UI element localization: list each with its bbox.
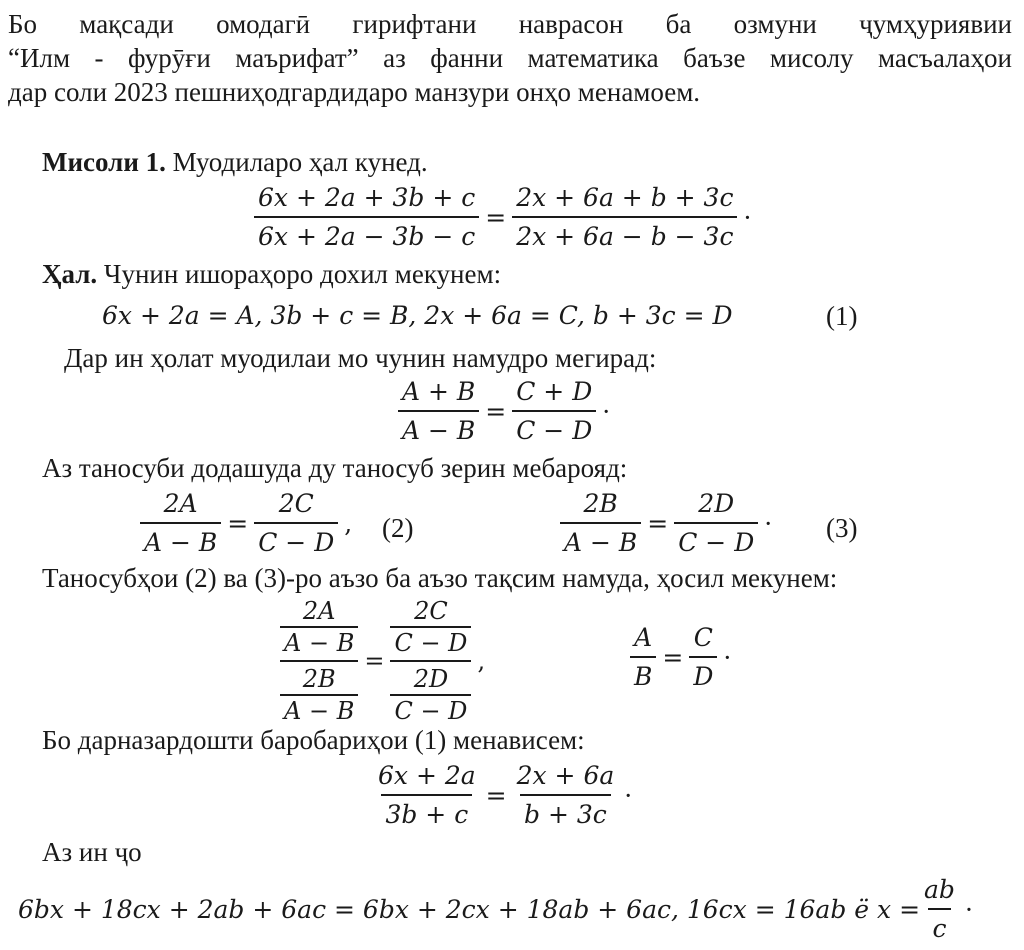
num-ab: A + B bbox=[402, 377, 476, 406]
num-ab: ab bbox=[924, 875, 955, 904]
cf-right-bot bbox=[390, 664, 471, 726]
den-b: B bbox=[630, 656, 656, 692]
num-cd: C + D bbox=[516, 377, 593, 406]
cf-b3: 2D bbox=[413, 665, 449, 693]
den-cd: C − D bbox=[512, 410, 596, 446]
example-label: Мисоли 1. bbox=[42, 147, 166, 177]
text-equal: Бо дарназардошти баробариҳои (1) менависем: bbox=[42, 725, 585, 755]
lhs-denominator: 6x + 2a − 3b − c bbox=[254, 216, 479, 252]
text-divide: Таносубҳои (2) ва (3)-ро аъзо ба аъзо тақсим намуда, ҳосил мекунем: bbox=[42, 563, 838, 593]
equation-final bbox=[18, 874, 979, 945]
fraction-2a bbox=[140, 488, 221, 559]
comma: , bbox=[344, 508, 353, 538]
equation-2 bbox=[140, 488, 358, 559]
compound-fraction-right bbox=[390, 596, 471, 726]
fraction-rhs bbox=[512, 182, 737, 253]
equals-sign: = bbox=[485, 396, 507, 426]
period: · bbox=[624, 780, 633, 810]
intro-paragraph bbox=[8, 8, 1012, 109]
period: · bbox=[964, 894, 973, 924]
fraction-cd bbox=[512, 376, 596, 447]
num-6x2a: 6x + 2a bbox=[378, 761, 476, 790]
num-a: A bbox=[634, 623, 653, 652]
compound-fraction-left bbox=[280, 596, 358, 726]
den-2d: C − D bbox=[674, 522, 758, 558]
num-2x6a: 2x + 6a bbox=[516, 761, 615, 790]
equation-5 bbox=[630, 622, 737, 693]
equation-4 bbox=[280, 596, 491, 726]
equation-2-number: (2) bbox=[382, 513, 414, 543]
fraction-6x2a bbox=[374, 760, 480, 831]
num-c: C bbox=[693, 623, 713, 652]
rhs-numerator: 2x + 6a + b + 3c bbox=[516, 183, 734, 212]
cf-right-top bbox=[390, 596, 471, 658]
den-ab: A − B bbox=[398, 410, 479, 446]
solution-label: Ҳал. bbox=[42, 259, 98, 289]
cf-b2: C − D bbox=[390, 626, 471, 658]
equation-1-number: (1) bbox=[826, 301, 858, 331]
period: · bbox=[723, 642, 732, 672]
intro-line-2: “Илм - фурӯғи маърифат” аз фанни математика баъзе мисолу масъалаҳои bbox=[8, 42, 1012, 73]
cf-a4: A − B bbox=[280, 694, 358, 726]
fraction-2d bbox=[674, 488, 758, 559]
cf-b1: 2C bbox=[414, 597, 448, 625]
intro-line-3: дар соли 2023 пешниҳодгардидаро манзури онҳо менамоем. bbox=[8, 76, 701, 107]
cf-a3: 2B bbox=[302, 665, 336, 693]
den-2b: A − B bbox=[560, 522, 641, 558]
num-2a: 2A bbox=[163, 489, 198, 518]
fraction-lhs bbox=[254, 182, 479, 253]
solution-heading bbox=[42, 258, 501, 292]
equals-sign: = bbox=[485, 780, 507, 810]
fraction-ab bbox=[398, 376, 479, 447]
equation-3 bbox=[560, 488, 778, 559]
fraction-2x6a bbox=[513, 760, 619, 831]
equation-main bbox=[254, 182, 757, 253]
example-text: Муодиларо ҳал кунед. bbox=[165, 147, 428, 177]
cf-a2: A − B bbox=[280, 626, 358, 658]
equation-6 bbox=[374, 760, 638, 831]
den-c: c bbox=[928, 908, 950, 944]
text-state: Дар ин ҳолат муодилаи мо чунин намудро мегирад: bbox=[64, 343, 657, 373]
den-2a: A − B bbox=[140, 522, 221, 558]
comma: , bbox=[477, 647, 486, 675]
cf-left-bot bbox=[280, 664, 358, 726]
cf-right-bar bbox=[390, 660, 471, 662]
solution-text: Чунин ишораҳоро дохил мекунем: bbox=[97, 259, 502, 289]
fraction-2b bbox=[560, 488, 641, 559]
equals-sign: = bbox=[227, 508, 249, 538]
example-heading bbox=[42, 146, 428, 180]
den-2c: C − D bbox=[254, 522, 338, 558]
fraction-ab-c bbox=[920, 874, 959, 945]
den-b3c: b + 3c bbox=[520, 794, 611, 830]
equation-1: 6x + 2a = A, 3b + c = B, 2x + 6a = C, b + 3c = D bbox=[102, 301, 733, 330]
text-ratio: Аз таносуби додашуда ду таносуб зерин мебарояд: bbox=[42, 453, 628, 483]
den-3bc: 3b + c bbox=[381, 794, 472, 830]
intro-line-1: Бо мақсади омодагӣ гирифтани наврасон ба озмуни ҷумҳуриявии bbox=[8, 9, 1012, 39]
equals-sign: = bbox=[364, 647, 385, 675]
num-2c: 2C bbox=[278, 489, 314, 518]
equals-sign: = bbox=[662, 642, 684, 672]
period: · bbox=[743, 202, 752, 232]
num-2b: 2B bbox=[583, 489, 618, 518]
text-from: Аз ин ҷо bbox=[42, 837, 142, 867]
fraction-c-d bbox=[689, 622, 717, 693]
fraction-a-b bbox=[630, 622, 656, 693]
equation-3-number: (3) bbox=[826, 513, 858, 543]
cf-a1: 2A bbox=[302, 597, 336, 625]
equals-sign: = bbox=[485, 202, 507, 232]
equation-abcd bbox=[398, 376, 616, 447]
final-text: 6bx + 18cx + 2ab + 6ac = 6bx + 2cx + 18ab + 6ac, 16cx = 16ab ё x = bbox=[18, 894, 921, 924]
cf-left-top bbox=[280, 596, 358, 658]
rhs-denominator: 2x + 6a − b − 3c bbox=[512, 216, 737, 252]
lhs-numerator: 6x + 2a + 3b + c bbox=[258, 183, 476, 212]
period: · bbox=[602, 396, 611, 426]
equals-sign: = bbox=[647, 508, 669, 538]
den-d: D bbox=[689, 656, 717, 692]
num-2d: 2D bbox=[698, 489, 735, 518]
fraction-2c bbox=[254, 488, 338, 559]
period: · bbox=[764, 508, 773, 538]
cf-b4: C − D bbox=[390, 694, 471, 726]
cf-left-bar bbox=[280, 660, 358, 662]
